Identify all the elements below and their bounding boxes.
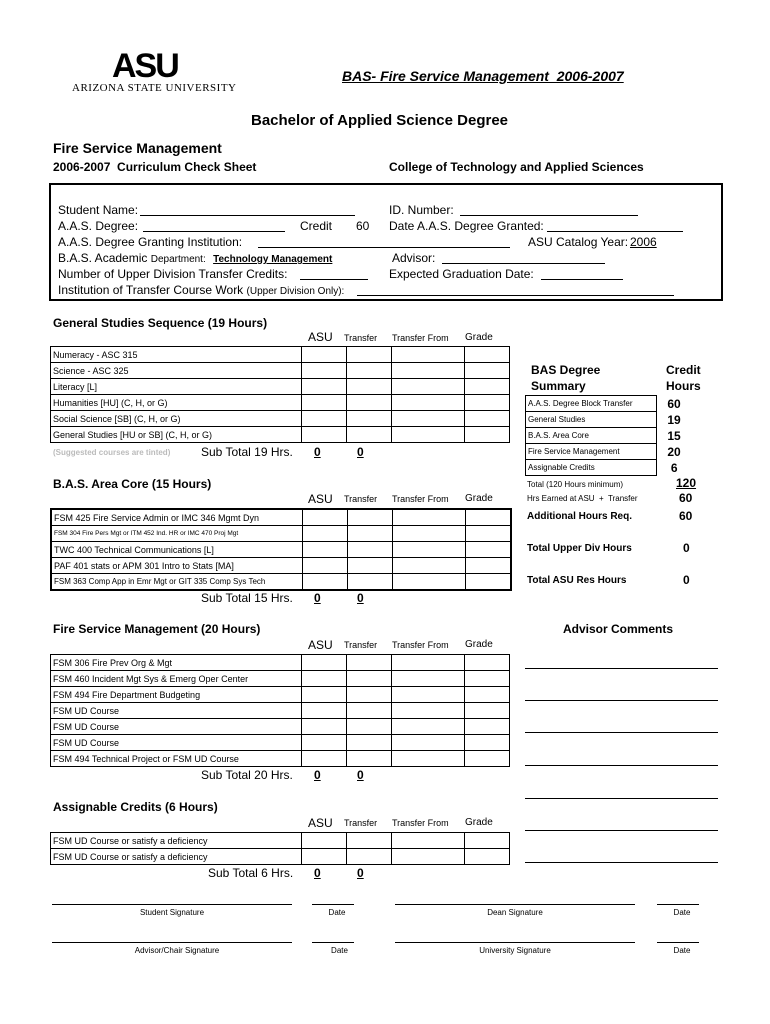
transfer-from-cell[interactable]	[392, 655, 465, 671]
table-row	[51, 655, 510, 671]
advisor-field[interactable]	[442, 263, 605, 264]
table-row	[51, 526, 511, 542]
core-transfer-total: 0	[357, 591, 364, 605]
grade-cell[interactable]	[465, 411, 510, 427]
summary-earned-label: Hrs Earned at ASU + Transfer	[527, 494, 638, 503]
asu-cell[interactable]	[302, 347, 347, 363]
advisor-comment-line[interactable]	[525, 700, 718, 701]
credit-value: 60	[356, 219, 370, 233]
grade-cell[interactable]	[465, 427, 510, 443]
upper-div-credits-field[interactable]	[300, 279, 368, 280]
gs-col-transfer: Transfer	[344, 333, 378, 343]
grade-cell[interactable]	[466, 558, 512, 574]
grade-cell[interactable]	[465, 347, 510, 363]
assign-subtotal-label: Sub Total 6 Hrs.	[208, 866, 294, 880]
grad-date-field[interactable]	[541, 279, 623, 280]
asu-cell[interactable]	[303, 558, 348, 574]
asu-cell[interactable]	[302, 719, 347, 735]
grade-cell[interactable]	[465, 671, 510, 687]
advisor-date-label: Date	[331, 946, 348, 955]
id-number-field[interactable]	[460, 215, 638, 216]
course-name: FSM 494 Technical Project or FSM UD Course	[51, 751, 302, 767]
table-row	[51, 703, 510, 719]
summary-row	[526, 428, 692, 444]
gs-col-grade: Grade	[465, 332, 493, 343]
grade-cell[interactable]	[466, 526, 512, 542]
fsm-transfer-total: 0	[357, 768, 364, 782]
grade-cell[interactable]	[465, 751, 510, 767]
gs-subtotal-label: Sub Total 19 Hrs.	[201, 445, 293, 459]
transfer-cell[interactable]	[347, 751, 392, 767]
advisor-comment-line[interactable]	[525, 798, 718, 799]
asu-cell[interactable]	[302, 411, 347, 427]
transfer-from-cell[interactable]	[392, 833, 465, 849]
summary-upper-div-label: Total Upper Div Hours	[527, 543, 632, 554]
degree-title: Bachelor of Applied Science Degree	[251, 112, 509, 129]
advisor-comment-line[interactable]	[525, 830, 718, 831]
bas-core-table	[50, 508, 512, 591]
table-row	[51, 427, 510, 443]
summary-total-label: Total (120 Hours minimum)	[527, 480, 624, 489]
student-name-label: Student Name:	[58, 203, 139, 217]
summary-credit-1: Credit	[666, 363, 701, 377]
asu-cell[interactable]	[303, 509, 348, 526]
assignable-title: Assignable Credits (6 Hours)	[53, 800, 218, 814]
advisor-comment-line[interactable]	[525, 765, 718, 766]
transfer-cell[interactable]	[347, 363, 392, 379]
transfer-cell[interactable]	[347, 833, 392, 849]
summary-value: 6	[670, 460, 678, 475]
course-name: FSM 304 Fire Pers Mgt or ITM 452 Ind. HR or IMC 470 Proj Mgt	[51, 526, 303, 542]
summary-earned-value: 60	[679, 491, 693, 505]
summary-table	[525, 395, 692, 476]
summary-value: 20	[667, 444, 681, 459]
course-name: FSM 306 Fire Prev Org & Mgt	[51, 655, 302, 671]
asu-cell[interactable]	[303, 542, 348, 558]
core-col-grade: Grade	[465, 493, 493, 504]
course-name: General Studies [HU or SB] (C, H, or G)	[51, 427, 302, 443]
grade-cell[interactable]	[465, 655, 510, 671]
transfer-cell[interactable]	[348, 574, 393, 591]
grad-date-label: Expected Graduation Date:	[389, 267, 534, 281]
core-col-transfer: Transfer	[344, 494, 378, 504]
summary-total-value: 120	[676, 476, 697, 490]
transfer-from-cell[interactable]	[392, 735, 465, 751]
transfer-from-cell[interactable]	[392, 849, 465, 865]
college-name: College of Technology and Applied Sciences	[389, 160, 644, 174]
transfer-from-cell[interactable]	[392, 703, 465, 719]
grade-cell[interactable]	[466, 542, 512, 558]
asu-cell[interactable]	[302, 735, 347, 751]
transfer-cell[interactable]	[347, 395, 392, 411]
assign-col-transfer-from: Transfer From	[392, 818, 449, 828]
asu-cell[interactable]	[302, 427, 347, 443]
transfer-work-field[interactable]	[357, 295, 674, 296]
fsm-col-asu: ASU	[308, 638, 333, 652]
catalog-year-value: 2006	[630, 235, 657, 249]
advisor-signature-line[interactable]	[52, 942, 292, 943]
transfer-from-cell[interactable]	[392, 751, 465, 767]
course-name: FSM 363 Comp App in Emr Mgt or GIT 335 Comp Sys Tech	[51, 574, 303, 591]
transfer-from-cell[interactable]	[392, 395, 465, 411]
transfer-from-cell[interactable]	[392, 687, 465, 703]
fsm-col-transfer: Transfer	[344, 640, 378, 650]
transfer-from-cell[interactable]	[392, 671, 465, 687]
transfer-from-cell[interactable]	[392, 363, 465, 379]
summary-asu-res-value: 0	[683, 573, 690, 587]
transfer-cell[interactable]	[347, 719, 392, 735]
summary-label: A.A.S. Degree Block Transfer	[526, 396, 657, 412]
transfer-cell[interactable]	[347, 671, 392, 687]
catalog-year-label: ASU Catalog Year:	[528, 235, 629, 249]
summary-credit-2: Hours	[666, 379, 701, 393]
transfer-cell[interactable]	[347, 427, 392, 443]
aas-degree-field[interactable]	[143, 231, 285, 232]
asu-cell[interactable]	[302, 703, 347, 719]
transfer-work-note: (Upper Division Only):	[246, 286, 345, 297]
asu-cell[interactable]	[303, 526, 348, 542]
transfer-from-cell[interactable]	[393, 542, 466, 558]
fsm-col-grade: Grade	[465, 639, 493, 650]
table-row	[51, 687, 510, 703]
table-row	[51, 395, 510, 411]
table-row	[51, 735, 510, 751]
university-signature-line[interactable]	[395, 942, 635, 943]
advisor-comment-line[interactable]	[525, 862, 718, 863]
fsm-col-transfer-from: Transfer From	[392, 640, 449, 650]
fsm-subtotal-label: Sub Total 20 Hrs.	[201, 768, 293, 782]
credit-label: Credit	[300, 219, 333, 233]
grade-cell[interactable]	[465, 687, 510, 703]
assign-transfer-total: 0	[357, 866, 364, 880]
check-sheet-title: 2006-2007 Curriculum Check Sheet	[53, 160, 257, 174]
table-row	[51, 542, 511, 558]
asu-cell[interactable]	[302, 833, 347, 849]
transfer-cell[interactable]	[347, 687, 392, 703]
course-name: Science - ASC 325	[51, 363, 302, 379]
summary-upper-div-value: 0	[683, 541, 690, 555]
program-name: Fire Service Management	[53, 140, 222, 156]
advisor-comment-line[interactable]	[525, 668, 718, 669]
core-subtotal-label: Sub Total 15 Hrs.	[201, 591, 293, 605]
grade-cell[interactable]	[465, 719, 510, 735]
course-name: Humanities [HU] (C, H, or G)	[51, 395, 302, 411]
core-col-transfer-from: Transfer From	[392, 494, 449, 504]
asu-cell[interactable]	[302, 687, 347, 703]
summary-label: General Studies	[526, 412, 657, 428]
summary-row	[526, 444, 692, 460]
course-name: FSM UD Course	[51, 735, 302, 751]
course-name: FSM UD Course	[51, 703, 302, 719]
transfer-from-cell[interactable]	[393, 574, 466, 591]
summary-additional-value: 60	[679, 509, 693, 523]
course-name: Literacy [L]	[51, 379, 302, 395]
gs-col-transfer-from: Transfer From	[392, 333, 449, 343]
transfer-cell[interactable]	[347, 703, 392, 719]
summary-row	[526, 396, 692, 412]
transfer-cell[interactable]	[348, 558, 393, 574]
summary-row	[526, 412, 692, 428]
university-signature-label: University Signature	[479, 946, 551, 955]
summary-title-2: Summary	[531, 379, 586, 393]
transfer-from-cell[interactable]	[392, 427, 465, 443]
table-row	[51, 411, 510, 427]
advisor-label: Advisor:	[392, 251, 436, 265]
grade-cell[interactable]	[465, 379, 510, 395]
advisor-comment-line[interactable]	[525, 732, 718, 733]
transfer-from-cell[interactable]	[393, 558, 466, 574]
grade-cell[interactable]	[466, 574, 512, 591]
id-number-label: ID. Number:	[389, 203, 454, 217]
department-value: Technology Management	[213, 254, 333, 265]
summary-label: Fire Service Management	[526, 444, 657, 460]
transfer-from-cell[interactable]	[392, 379, 465, 395]
dean-date-label: Date	[673, 908, 691, 917]
transfer-from-cell[interactable]	[393, 509, 466, 526]
grade-cell[interactable]	[465, 735, 510, 751]
grade-cell[interactable]	[465, 395, 510, 411]
student-signature-label: Student Signature	[139, 908, 205, 917]
table-row	[51, 558, 511, 574]
transfer-cell[interactable]	[347, 735, 392, 751]
grade-cell[interactable]	[466, 509, 512, 526]
aas-degree-label: A.A.S. Degree:	[58, 219, 139, 233]
course-name: FSM 494 Fire Department Budgeting	[51, 687, 302, 703]
summary-value: 19	[667, 412, 681, 427]
gs-col-asu: ASU	[308, 330, 333, 344]
assign-col-grade: Grade	[465, 817, 493, 828]
assign-asu-total: 0	[314, 866, 321, 880]
course-name: FSM 460 Incident Mgt Sys & Emerg Oper Center	[51, 671, 302, 687]
assignable-table	[50, 832, 510, 865]
transfer-work-text: Institution of Transfer Course Work	[58, 283, 244, 297]
transfer-cell[interactable]	[347, 379, 392, 395]
university-date-label: Date	[673, 946, 691, 955]
tinted-note: (Suggested courses are tinted)	[53, 448, 171, 457]
core-asu-total: 0	[314, 591, 321, 605]
course-name: Social Science [SB] (C, H, or G)	[51, 411, 302, 427]
bas-academic-text: B.A.S. Academic	[58, 251, 148, 265]
table-row	[51, 379, 510, 395]
fsm-title: Fire Service Management (20 Hours)	[53, 622, 261, 636]
transfer-from-cell[interactable]	[393, 526, 466, 542]
table-row	[51, 509, 511, 526]
asu-cell[interactable]	[302, 395, 347, 411]
table-row	[51, 719, 510, 735]
general-studies-table	[50, 346, 510, 443]
bas-core-title: B.A.S. Area Core (15 Hours)	[53, 477, 212, 491]
gs-transfer-total: 0	[357, 445, 364, 459]
asu-cell[interactable]	[302, 849, 347, 865]
transfer-from-cell[interactable]	[392, 347, 465, 363]
summary-row	[526, 460, 692, 476]
department-word: Department:	[150, 254, 206, 265]
course-name: FSM UD Course	[51, 719, 302, 735]
program-title: BAS- Fire Service Management 2006-2007	[342, 68, 624, 84]
grade-cell[interactable]	[465, 703, 510, 719]
course-name: FSM UD Course or satisfy a deficiency	[51, 849, 302, 865]
fsm-asu-total: 0	[314, 768, 321, 782]
transfer-from-cell[interactable]	[392, 719, 465, 735]
student-signature-line[interactable]	[52, 904, 292, 905]
asu-cell[interactable]	[302, 671, 347, 687]
student-date-label: Date	[328, 908, 346, 917]
summary-asu-res-label: Total ASU Res Hours	[527, 575, 627, 586]
grade-cell[interactable]	[465, 363, 510, 379]
asu-cell[interactable]	[302, 379, 347, 395]
table-row	[51, 833, 510, 849]
core-col-asu: ASU	[308, 492, 333, 506]
asu-cell[interactable]	[302, 751, 347, 767]
course-name: FSM UD Course or satisfy a deficiency	[51, 833, 302, 849]
bas-dept-label	[58, 251, 332, 265]
table-row	[51, 751, 510, 767]
dean-date-line[interactable]	[657, 904, 699, 905]
aas-granted-label: Date A.A.S. Degree Granted:	[389, 219, 544, 233]
transfer-cell[interactable]	[348, 542, 393, 558]
asu-logo-university: ARIZONA STATE UNIVERSITY	[72, 82, 237, 94]
transfer-cell[interactable]	[347, 655, 392, 671]
course-name: TWC 400 Technical Communications [L]	[51, 542, 303, 558]
transfer-cell[interactable]	[347, 849, 392, 865]
course-name: PAF 401 stats or APM 301 Intro to Stats [MA]	[51, 558, 303, 574]
student-date-line[interactable]	[312, 904, 354, 905]
course-name: Numeracy - ASC 315	[51, 347, 302, 363]
university-date-line[interactable]	[657, 942, 699, 943]
gs-asu-total: 0	[314, 445, 321, 459]
dean-signature-line[interactable]	[395, 904, 635, 905]
summary-value: 15	[667, 428, 681, 443]
table-row	[51, 574, 511, 591]
transfer-from-cell[interactable]	[392, 411, 465, 427]
table-row	[51, 671, 510, 687]
transfer-work-label	[58, 283, 344, 297]
aas-institution-label: A.A.S. Degree Granting Institution:	[58, 235, 243, 249]
transfer-cell[interactable]	[348, 509, 393, 526]
table-row	[51, 363, 510, 379]
advisor-comments-title: Advisor Comments	[563, 622, 674, 636]
summary-title-1: BAS Degree	[531, 363, 601, 377]
advisor-date-line[interactable]	[312, 942, 354, 943]
assign-col-asu: ASU	[308, 816, 333, 830]
grade-cell[interactable]	[465, 833, 510, 849]
asu-cell[interactable]	[302, 655, 347, 671]
student-name-field[interactable]	[140, 215, 355, 216]
summary-additional-label: Additional Hours Req.	[527, 511, 632, 522]
fsm-table	[50, 654, 510, 767]
asu-cell[interactable]	[302, 363, 347, 379]
assign-col-transfer: Transfer	[344, 818, 378, 828]
advisor-signature-label: Advisor/Chair Signature	[134, 946, 220, 955]
asu-cell[interactable]	[303, 574, 348, 591]
table-row	[51, 347, 510, 363]
dean-signature-label: Dean Signature	[487, 908, 543, 917]
transfer-cell[interactable]	[348, 526, 393, 542]
upper-div-credits-label: Number of Upper Division Transfer Credits:	[58, 267, 288, 281]
aas-granted-field[interactable]	[547, 231, 683, 232]
grade-cell[interactable]	[465, 849, 510, 865]
transfer-cell[interactable]	[347, 411, 392, 427]
transfer-cell[interactable]	[347, 347, 392, 363]
general-studies-title: General Studies Sequence (19 Hours)	[53, 316, 268, 330]
table-row	[51, 849, 510, 865]
summary-value: 60	[667, 396, 681, 411]
summary-label: B.A.S. Area Core	[526, 428, 657, 444]
aas-institution-field[interactable]	[258, 247, 510, 248]
asu-logo	[72, 47, 237, 98]
course-name: FSM 425 Fire Service Admin or IMC 346 Mgmt Dyn	[51, 509, 303, 526]
summary-label: Assignable Credits	[526, 460, 657, 476]
asu-logo-mark: ASU	[112, 47, 178, 85]
